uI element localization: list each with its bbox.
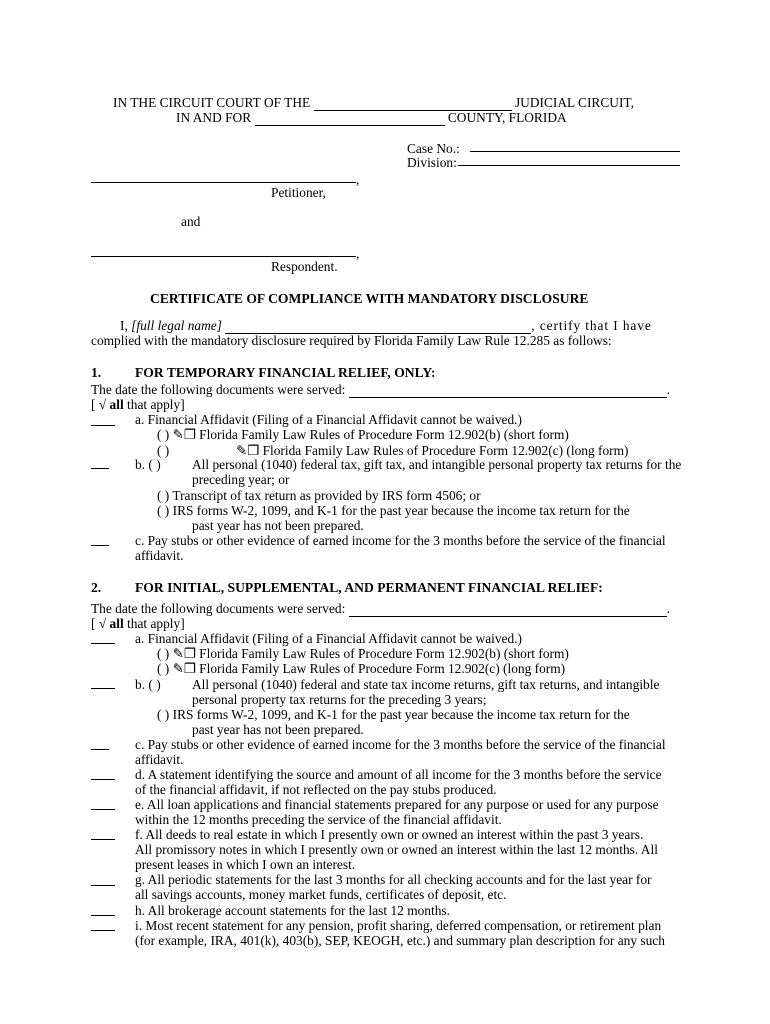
petitioner-label: Petitioner,: [271, 185, 326, 200]
s2-f-text2: All promissory notes in which I presently own or owned an interest within the last 12 months. All: [135, 842, 658, 857]
case-no-field[interactable]: [470, 151, 680, 152]
s1-b-checkbox[interactable]: [91, 468, 109, 469]
s1-a-opt1[interactable]: ( ) ✎❐ Florida Family Law Rules of Procedure Form 12.902(b) (short form): [157, 427, 569, 442]
s1-a-opt2-paren[interactable]: ( ): [157, 443, 170, 458]
s2-d-text1: d. A statement identifying the source and amount of all income for the 3 months before the service: [135, 767, 662, 782]
s2-c-checkbox[interactable]: [91, 749, 109, 750]
s2-b-checkbox[interactable]: [91, 688, 115, 689]
s2-b-prefix[interactable]: b. ( ): [135, 677, 161, 692]
full-legal-name-label: [full legal name]: [131, 318, 222, 333]
intro-i: I,: [120, 318, 128, 333]
court-line: [113, 95, 634, 111]
s1-b-opt3-cont: past year has not been prepared.: [192, 518, 364, 533]
check-all: all: [109, 397, 124, 412]
s2-c-text1: c. Pay stubs or other evidence of earned income for the 3 months before the service of the financial: [135, 737, 666, 752]
section1-date-served: [91, 382, 670, 398]
document-title: CERTIFICATE OF COMPLIANCE WITH MANDATORY DISCLOSURE: [150, 291, 589, 306]
division-label: Division:: [407, 155, 457, 170]
section2-date-served: [91, 601, 670, 617]
respondent-label: Respondent.: [271, 259, 338, 274]
intro-line2: complied with the mandatory disclosure required by Florida Family Law Rule 12.285 as follows:: [91, 333, 612, 348]
s2-f-checkbox[interactable]: [91, 839, 115, 840]
s1-b-text1: All personal (1040) federal tax, gift tax, and intangible personal property tax returns for the: [192, 457, 682, 472]
s2-b-text2: personal property tax returns for the preceding 3 years;: [192, 692, 487, 707]
check-suffix: that apply]: [127, 616, 185, 631]
s1-a-opt2-text: ✎❐ Florida Family Law Rules of Procedure Form 12.902(c) (long form): [236, 443, 629, 458]
s1-c-checkbox[interactable]: [91, 545, 109, 546]
county-line: [176, 110, 567, 126]
s1-b-text2: preceding year; or: [192, 472, 290, 487]
section1-check-instruction: [91, 397, 185, 412]
s2-e-checkbox[interactable]: [91, 809, 115, 810]
s2-i-text2: (for example, IRA, 401(k), 403(b), SEP, KEOGH, etc.) and summary plan description for any such: [135, 933, 665, 948]
and-label: and: [181, 214, 201, 229]
check-suffix: that apply]: [127, 397, 185, 412]
case-no-label: Case No.:: [407, 141, 460, 156]
s2-d-text2: of the financial affidavit, if not reflected on the pay stubs produced.: [135, 782, 497, 797]
s2-h-text: h. All brokerage account statements for the last 12 months.: [135, 903, 450, 918]
s2-b-text1: All personal (1040) federal and state tax income returns, gift tax returns, and intangible: [192, 677, 660, 692]
bracket-open: [: [91, 616, 96, 631]
county-prefix: IN AND FOR: [176, 110, 252, 125]
respondent-comma: ,: [356, 246, 360, 261]
s1-a-checkbox[interactable]: [91, 425, 115, 426]
full-legal-name-field[interactable]: [225, 318, 531, 334]
s2-d-checkbox[interactable]: [91, 779, 115, 780]
s2-i-checkbox[interactable]: [91, 930, 115, 931]
s2-a-checkbox[interactable]: [91, 643, 115, 644]
date-served-label: The date the following documents were served:: [91, 601, 346, 616]
intro-line1: [120, 318, 652, 334]
s2-g-text1: g. All periodic statements for the last 3 months for all checking accounts and for the last year for: [135, 872, 652, 887]
s2-b-opt2-cont: past year has not been prepared.: [192, 722, 364, 737]
section1-date-field[interactable]: [349, 382, 667, 398]
bracket-open: [: [91, 397, 96, 412]
s2-f-text1: f. All deeds to real estate in which I presently own or owned an interest within the past 3 years.: [135, 827, 644, 842]
s1-c-text2: affidavit.: [135, 548, 184, 563]
s2-h-checkbox[interactable]: [91, 915, 115, 916]
county-field[interactable]: [255, 110, 445, 126]
section2-date-field[interactable]: [349, 601, 667, 617]
county-suffix: COUNTY, FLORIDA: [447, 110, 567, 125]
s2-a-opt2[interactable]: ( ) ✎❐ Florida Family Law Rules of Procedure Form 12.902(c) (long form): [157, 661, 566, 676]
s2-a-opt1[interactable]: ( ) ✎❐ Florida Family Law Rules of Procedure Form 12.902(b) (short form): [157, 646, 569, 661]
s1-c-text1: c. Pay stubs or other evidence of earned income for the 3 months before the service of the financial: [135, 533, 666, 548]
date-period: .: [666, 382, 671, 397]
s1-b-opt3[interactable]: ( ) IRS forms W-2, 1099, and K-1 for the past year because the income tax return for the: [157, 503, 630, 518]
section2-heading: FOR INITIAL, SUPPLEMENTAL, AND PERMANENT FINANCIAL RELIEF:: [135, 580, 603, 595]
section1-number: 1.: [91, 365, 102, 380]
s2-e-text1: e. All loan applications and financial statements prepared for any purpose or used for any purpose: [135, 797, 659, 812]
s2-c-text2: affidavit.: [135, 752, 184, 767]
petitioner-name-field[interactable]: [91, 182, 356, 183]
check-all: all: [109, 616, 124, 631]
s1-b-opt2[interactable]: ( ) Transcript of tax return as provided by IRS form 4506; or: [157, 488, 481, 503]
check-mark-icon: √: [98, 397, 107, 412]
s2-a-text: a. Financial Affidavit (Filing of a Financial Affidavit cannot be waived.): [135, 631, 522, 646]
date-period: .: [666, 601, 671, 616]
s2-g-checkbox[interactable]: [91, 885, 115, 886]
court-prefix: IN THE CIRCUIT COURT OF THE: [113, 95, 311, 110]
s1-a-text: a. Financial Affidavit (Filing of a Financial Affidavit cannot be waived.): [135, 412, 522, 427]
s2-e-text2: within the 12 months preceding the service of the financial affidavit.: [135, 812, 502, 827]
date-served-label: The date the following documents were served:: [91, 382, 346, 397]
court-suffix: JUDICIAL CIRCUIT,: [514, 95, 634, 110]
s2-i-text1: i. Most recent statement for any pension, profit sharing, deferred compensation, or retirement plan: [135, 918, 662, 933]
check-mark-icon: √: [98, 616, 107, 631]
s2-f-text3: present leases in which I own an interest.: [135, 857, 356, 872]
respondent-name-field[interactable]: [91, 256, 356, 257]
division-field[interactable]: [458, 165, 680, 166]
s2-g-text2: all savings accounts, money market funds, certificates of deposit, etc.: [135, 887, 507, 902]
judicial-circuit-field[interactable]: [314, 95, 512, 111]
certify-text: , certify that I have: [531, 318, 652, 333]
section1-heading: FOR TEMPORARY FINANCIAL RELIEF, ONLY:: [135, 365, 436, 380]
s2-b-opt2[interactable]: ( ) IRS forms W-2, 1099, and K-1 for the past year because the income tax return for the: [157, 707, 630, 722]
section2-number: 2.: [91, 580, 102, 595]
petitioner-comma: ,: [356, 172, 360, 187]
section2-check-instruction: [91, 616, 185, 631]
s1-b-prefix[interactable]: b. ( ): [135, 457, 161, 472]
